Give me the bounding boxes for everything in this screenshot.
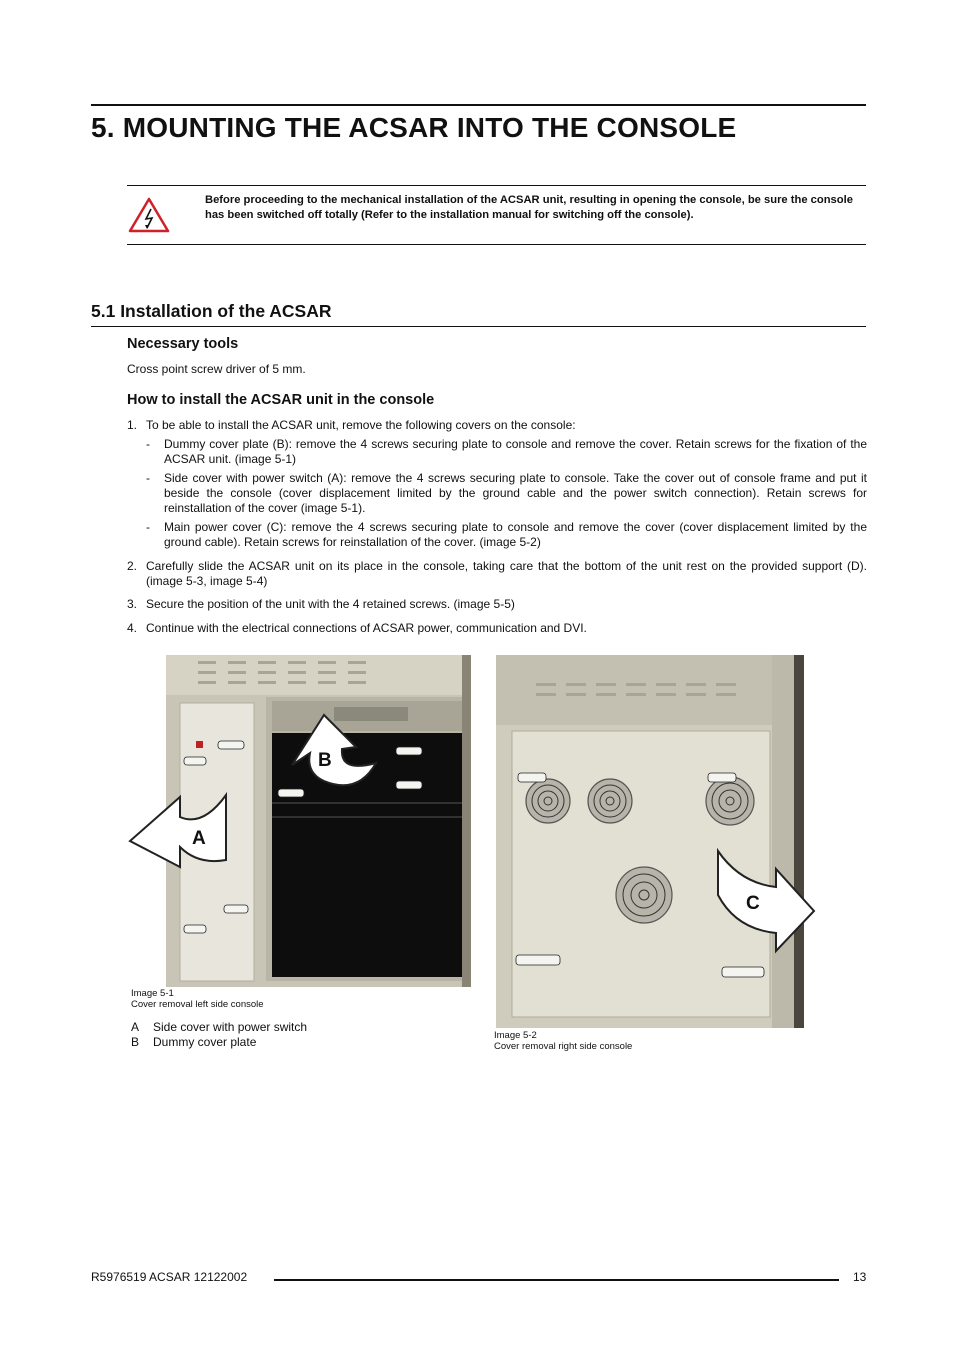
section-rule — [91, 326, 866, 327]
bullet-text: Main power cover (C): remove the 4 screws securing plate to console and remove the cover (cover displacement limited by the ground cable). Retain screws for reinstallation of the cover. (image 5-2) — [164, 520, 867, 549]
arrow-c-label: C — [746, 893, 760, 914]
legend-text: Side cover with power switch — [153, 1020, 308, 1034]
warning-bottom-rule — [127, 244, 866, 245]
bullet-dash: - — [146, 471, 150, 485]
image-5-2-caption-text: Cover removal right side console — [494, 1041, 633, 1052]
step-number: 3. — [127, 597, 138, 611]
console-right-photo — [496, 655, 816, 1028]
bullet-text: Dummy cover plate (B): remove the 4 screws securing plate to console and remove the cover. Retain screws for the fixation of the ACSAR unit. (image 5-1) — [164, 437, 867, 466]
step-number: 2. — [127, 559, 138, 573]
step-number: 1. — [127, 418, 138, 432]
image-5-2-caption-id: Image 5-2 — [494, 1030, 537, 1041]
step-text: To be able to install the ACSAR unit, remove the following covers on the console: — [146, 418, 576, 432]
bullet-text: Side cover with power switch (A): remove the 4 screws securing plate to console. Take the cover out of console frame and put it beside the console (cover displacement limited by the ground cable and the power switch connection). Retain screws for reinstallation of the cover (image 5-1). — [164, 471, 867, 515]
legend-text: Dummy cover plate — [153, 1035, 257, 1049]
chapter-top-rule — [91, 104, 866, 106]
legend-key: A — [131, 1020, 140, 1034]
arrow-b-label: B — [318, 750, 332, 771]
arrow-a-label: A — [192, 828, 206, 849]
chapter-title: 5. MOUNTING THE ACSAR INTO THE CONSOLE — [91, 112, 737, 143]
console-left-photo — [128, 655, 471, 987]
step-text: Carefully slide the ACSAR unit on its place in the console, taking care that the bottom of the unit rest on the provided support (D). (image 5-3, image 5-4) — [146, 559, 867, 588]
tools-text: Cross point screw driver of 5 mm. — [127, 362, 306, 376]
tools-heading: Necessary tools — [127, 336, 239, 352]
howto-heading: How to install the ACSAR unit in the console — [127, 392, 435, 408]
footer-rule — [274, 1279, 839, 1281]
image-5-1-caption-id: Image 5-1 — [131, 988, 174, 999]
bullet-dash: - — [146, 437, 150, 451]
warning-top-rule — [127, 185, 866, 186]
bullet-dash: - — [146, 520, 150, 534]
warning-text: Before proceeding to the mechanical installation of the ACSAR unit, resulting in opening the console, be sure the console has been switched off totally (Refer to the installation manual for switching off the console). — [205, 194, 853, 221]
legend-key: B — [131, 1035, 140, 1049]
section-title: 5.1 Installation of the ACSAR — [91, 301, 332, 321]
step-number: 4. — [127, 621, 138, 635]
footer-page-number: 13 — [853, 1270, 867, 1284]
step-text: Continue with the electrical connections of ACSAR power, communication and DVI. — [146, 621, 587, 635]
step-text: Secure the position of the unit with the 4 retained screws. (image 5-5) — [146, 597, 515, 611]
high-voltage-warning-icon — [128, 197, 170, 233]
footer-document-id: R5976519 ACSAR 12122002 — [91, 1270, 248, 1284]
image-5-1-caption-text: Cover removal left side console — [131, 999, 264, 1010]
